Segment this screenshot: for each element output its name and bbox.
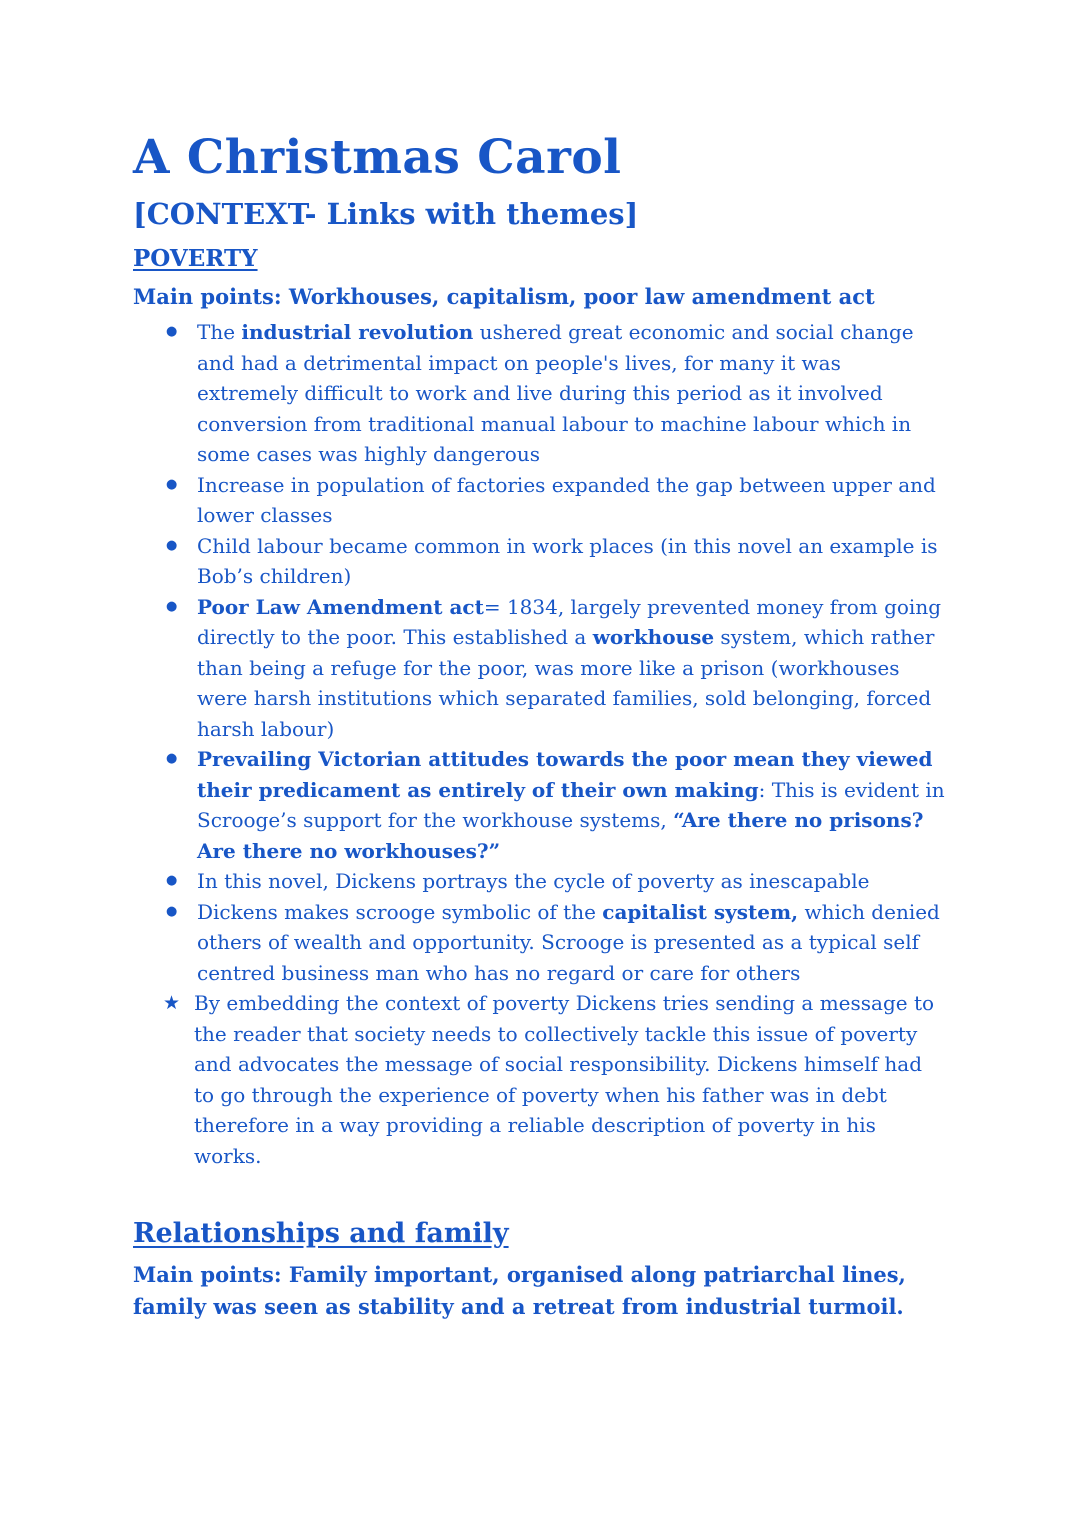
bullet-item (133, 866, 947, 897)
document-title: A Christmas Carol (133, 130, 622, 185)
bullet-marker: ● (166, 537, 178, 553)
bullet-text: In this novel, Dickens portrays the cycle of poverty as inescapable (197, 869, 870, 894)
bullet-text: The industrial revolution ushered great economic and social change and had a detrimental impact on people's lives, for many it was extremely difficult to work and live during this period as it involved conversion from traditional manual labour to machine labour which in some cases was highly dangerous (197, 320, 914, 467)
star-marker: ★ (163, 992, 181, 1015)
bullet-marker: ● (166, 873, 178, 889)
bullet-marker: ● (166, 751, 178, 767)
bullet-item (133, 897, 947, 989)
bullet-text: Poor Law Amendment act= 1834, largely prevented money from going directly to the poor. This established a workhouse system, which rather than being a refuge for the poor, was more like a prison (workhouses were harsh institutions which separated families, sold belonging, forced harsh labour) (197, 594, 942, 741)
bullet-item (133, 988, 947, 1171)
bullet-item (133, 531, 947, 592)
bullet-marker: ● (166, 476, 178, 492)
context-subtitle: [CONTEXT- Links with themes] (133, 197, 639, 232)
bullet-item (133, 317, 947, 470)
bullet-text: By embedding the context of poverty Dickens tries sending a message to the reader that society needs to collectively tackle this issue of poverty and advocates the message of social responsibility. Dickens himself had to go through the experience of poverty when his father was in debt therefore in a way providing a reliable description of poverty in his works. (194, 991, 935, 1168)
poverty-main-points: Main points: Workhouses, capitalism, poor law amendment act (133, 283, 875, 309)
relationships-main-points: Main points: Family important, organised along patriarchal lines, family was seen as stability and a retreat from industrial turmoil. (133, 1262, 906, 1319)
bullet-text: Child labour became common in work places (in this novel an example is Bob’s children) (197, 533, 938, 589)
bullet-text: Prevailing Victorian attitudes towards the poor mean they viewed their predicament as entirely of their own making: This is evident in Scrooge’s support for the workhouse systems, “Are there no prisons? Are there no workhouses?” (197, 747, 945, 863)
bullet-item (133, 744, 947, 866)
bullet-marker: ● (166, 598, 178, 614)
section-heading-relationships: Relationships and family (133, 1218, 509, 1250)
bullet-text: Dickens makes scrooge symbolic of the capitalist system, which denied others of wealth and opportunity. Scrooge is presented as a typical self centred business man who has no regard or care for others (197, 899, 940, 985)
poverty-bullet-list (133, 317, 947, 1171)
bullet-text: Increase in population of factories expanded the gap between upper and lower classes (197, 472, 936, 528)
bullet-marker: ● (166, 903, 178, 919)
bullet-item (133, 470, 947, 531)
bullet-marker: ● (166, 324, 178, 340)
bullet-item (133, 592, 947, 745)
section-heading-poverty: POVERTY (133, 244, 258, 272)
